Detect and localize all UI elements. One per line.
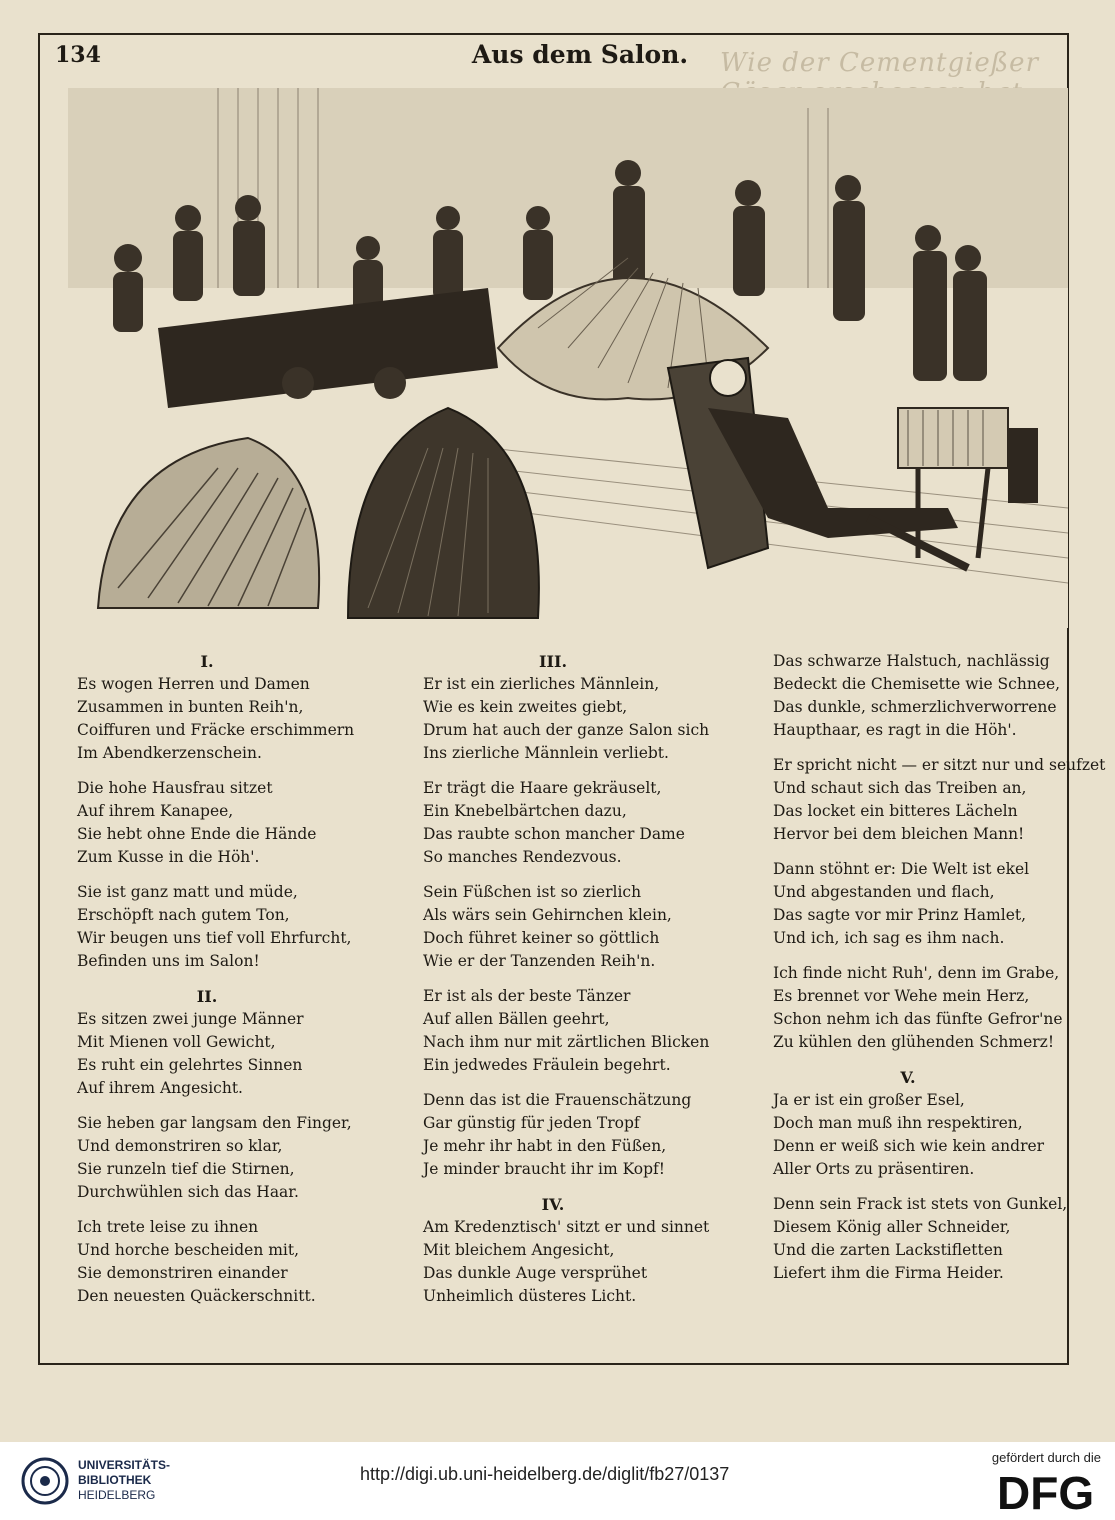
verse-line: Befinden uns im Salon! — [77, 952, 260, 970]
library-name: UNIVERSITÄTS- BIBLIOTHEK HEIDELBERG — [78, 1458, 171, 1502]
verse-line: Aller Orts zu präsentiren. — [773, 1160, 975, 1178]
verse-line: Auf allen Bällen geehrt, — [423, 1010, 610, 1028]
verse-line: Er ist ein zierliches Männlein, — [423, 675, 660, 693]
funding-text: gefördert durch die — [991, 1450, 1101, 1465]
verse-line: Das dunkle, schmerzlichverworrene — [773, 698, 1057, 716]
verse-line: Dann stöhnt er: Die Welt ist ekel — [773, 860, 1030, 878]
verse-line: Drum hat auch der ganze Salon sich — [423, 721, 710, 739]
stanza — [773, 1089, 1068, 1181]
section-title: IV. — [541, 1195, 565, 1214]
verse-line: Doch man muß ihn respektiren, — [773, 1114, 1023, 1132]
section-title: III. — [538, 652, 568, 671]
stanza — [773, 962, 1068, 1054]
verse-line: Durchwühlen sich das Haar. — [77, 1183, 299, 1201]
verse-line: Er trägt die Haare gekräuselt, — [423, 779, 662, 797]
stanza — [773, 650, 1068, 742]
verse-line: Zu kühlen den glühenden Schmerz! — [773, 1033, 1055, 1051]
university-seal-icon — [20, 1456, 70, 1506]
verse-line: Und horche bescheiden mit, — [77, 1241, 300, 1259]
section-title: I. — [200, 652, 214, 671]
verse-line: Sein Füßchen ist so zierlich — [423, 883, 642, 901]
verse-line: Sie hebt ohne Ende die Hände — [77, 825, 317, 843]
stanza — [77, 1112, 397, 1204]
verse-line: Wie es kein zweites giebt, — [423, 698, 628, 716]
stanza — [423, 1089, 743, 1181]
page-title: Aus dem Salon. — [471, 40, 689, 69]
verse-line: Es brennet vor Wehe mein Herz, — [773, 987, 1030, 1005]
verse-line: Doch führet keiner so göttlich — [423, 929, 660, 947]
verse-line: Wir beugen uns tief voll Ehrfurcht, — [77, 929, 352, 947]
stanza — [773, 754, 1106, 846]
stanza — [773, 1193, 1068, 1285]
section-title: V. — [900, 1068, 916, 1087]
verse-line: Das schwarze Halstuch, nachlässig — [773, 652, 1050, 670]
verse-line: Und ich, ich sag es ihm nach. — [773, 929, 1005, 947]
section-title: II. — [196, 987, 218, 1006]
verse-line: Es sitzen zwei junge Männer — [77, 1010, 304, 1028]
verse-line: Den neuesten Quäckerschnitt. — [77, 1287, 316, 1305]
stanza — [77, 1008, 397, 1100]
verse-line: Und demonstriren so klar, — [77, 1137, 283, 1155]
stanza — [423, 1216, 743, 1308]
verse-line: Ins zierliche Männlein verliebt. — [423, 744, 669, 762]
column-2 — [423, 650, 743, 1320]
stanza — [773, 858, 1068, 950]
verse-line: Sie heben gar langsam den Finger, — [77, 1114, 352, 1132]
bleed-through-text: Wie der Cementgießer — [720, 48, 1039, 78]
verse-line: Er ist als der beste Tänzer — [423, 987, 631, 1005]
verse-line: Coiffuren und Fräcke erschimmern — [77, 721, 355, 739]
salon-engraving — [68, 88, 1068, 628]
footer-bar — [0, 1442, 1115, 1520]
verse-line: Haupthaar, es ragt in die Höh'. — [773, 721, 1017, 739]
verse-line: Auf ihrem Angesicht. — [77, 1079, 243, 1097]
stanza — [77, 881, 397, 973]
source-url[interactable]: http://digi.ub.uni-heidelberg.de/diglit/fb27/0137 — [360, 1464, 730, 1484]
verse-line: Bedeckt die Chemisette wie Schnee, — [773, 675, 1061, 693]
stanza — [423, 777, 743, 869]
verse-line: Je minder braucht ihr im Kopf! — [423, 1160, 665, 1178]
verse-line: Und die zarten Lackstifletten — [773, 1241, 1003, 1259]
verse-line: Es ruht ein gelehrtes Sinnen — [77, 1056, 303, 1074]
verse-line: Gar günstig für jeden Tropf — [423, 1114, 640, 1132]
verse-line: Als wärs sein Gehirnchen klein, — [423, 906, 672, 924]
column-3 — [773, 650, 1106, 1297]
verse-line: Denn das ist die Frauenschätzung — [423, 1091, 692, 1109]
verse-line: Denn er weiß sich wie kein andrer — [773, 1137, 1045, 1155]
verse-line: Zusammen in bunten Reih'n, — [77, 698, 304, 716]
verse-line: Erschöpft nach gutem Ton, — [77, 906, 290, 924]
verse-line: Ein jedwedes Fräulein begehrt. — [423, 1056, 671, 1074]
verse-line: Sie demonstriren einander — [77, 1264, 288, 1282]
verse-line: Er spricht nicht — er sitzt nur und seufzet — [773, 756, 1106, 774]
verse-line: Es wogen Herren und Damen — [77, 675, 310, 693]
verse-line: Sie ist ganz matt und müde, — [77, 883, 298, 901]
verse-line: Zum Kusse in die Höh'. — [77, 848, 260, 866]
verse-line: Diesem König aller Schneider, — [773, 1218, 1011, 1236]
stanza — [77, 673, 397, 765]
verse-line: Am Kredenztisch' sitzt er und sinnet — [423, 1218, 710, 1236]
verse-line: Das sagte vor mir Prinz Hamlet, — [773, 906, 1027, 924]
verse-line: Denn sein Frack ist stets von Gunkel, — [773, 1195, 1068, 1213]
verse-line: Ich finde nicht Ruh', denn im Grabe, — [773, 964, 1060, 982]
verse-line: Je mehr ihr habt in den Füßen, — [423, 1137, 667, 1155]
verse-line: Nach ihm nur mit zärtlichen Blicken — [423, 1033, 710, 1051]
dfg-logo — [997, 1469, 1101, 1513]
verse-line: So manches Rendezvous. — [423, 848, 622, 866]
verse-line: Und abgestanden und flach, — [773, 883, 995, 901]
verse-line: Auf ihrem Kanapee, — [77, 802, 234, 820]
verse-line: Ich trete leise zu ihnen — [77, 1218, 259, 1236]
verse-line: Und schaut sich das Treiben an, — [773, 779, 1027, 797]
verse-line: Das dunkle Auge versprühet — [423, 1264, 648, 1282]
stanza — [423, 881, 743, 973]
stanza — [423, 985, 743, 1077]
verse-line: Das raubte schon mancher Dame — [423, 825, 685, 843]
verse-line: Liefert ihm die Firma Heider. — [773, 1264, 1004, 1282]
page-number: 134 — [55, 42, 101, 68]
stanza — [77, 777, 397, 869]
stanza — [77, 1216, 397, 1308]
verse-line: Mit Mienen voll Gewicht, — [77, 1033, 276, 1051]
verse-line: Im Abendkerzenschein. — [77, 744, 262, 762]
verse-line: Ein Knebelbärtchen dazu, — [423, 802, 627, 820]
svg-text:DFG: DFG — [997, 1469, 1095, 1513]
verse-line: Sie runzeln tief die Stirnen, — [77, 1160, 295, 1178]
stanza — [423, 673, 743, 765]
verse-line: Die hohe Hausfrau sitzet — [77, 779, 273, 797]
column-1 — [77, 650, 397, 1320]
verse-line: Mit bleichem Angesicht, — [423, 1241, 615, 1259]
verse-line: Wie er der Tanzenden Reih'n. — [423, 952, 656, 970]
verse-line: Ja er ist ein großer Esel, — [773, 1091, 965, 1109]
verse-line: Das locket ein bitteres Lächeln — [773, 802, 1018, 820]
verse-line: Schon nehm ich das fünfte Gefror'ne — [773, 1010, 1063, 1028]
verse-line: Hervor bei dem bleichen Mann! — [773, 825, 1025, 843]
verse-line: Unheimlich düsteres Licht. — [423, 1287, 637, 1305]
